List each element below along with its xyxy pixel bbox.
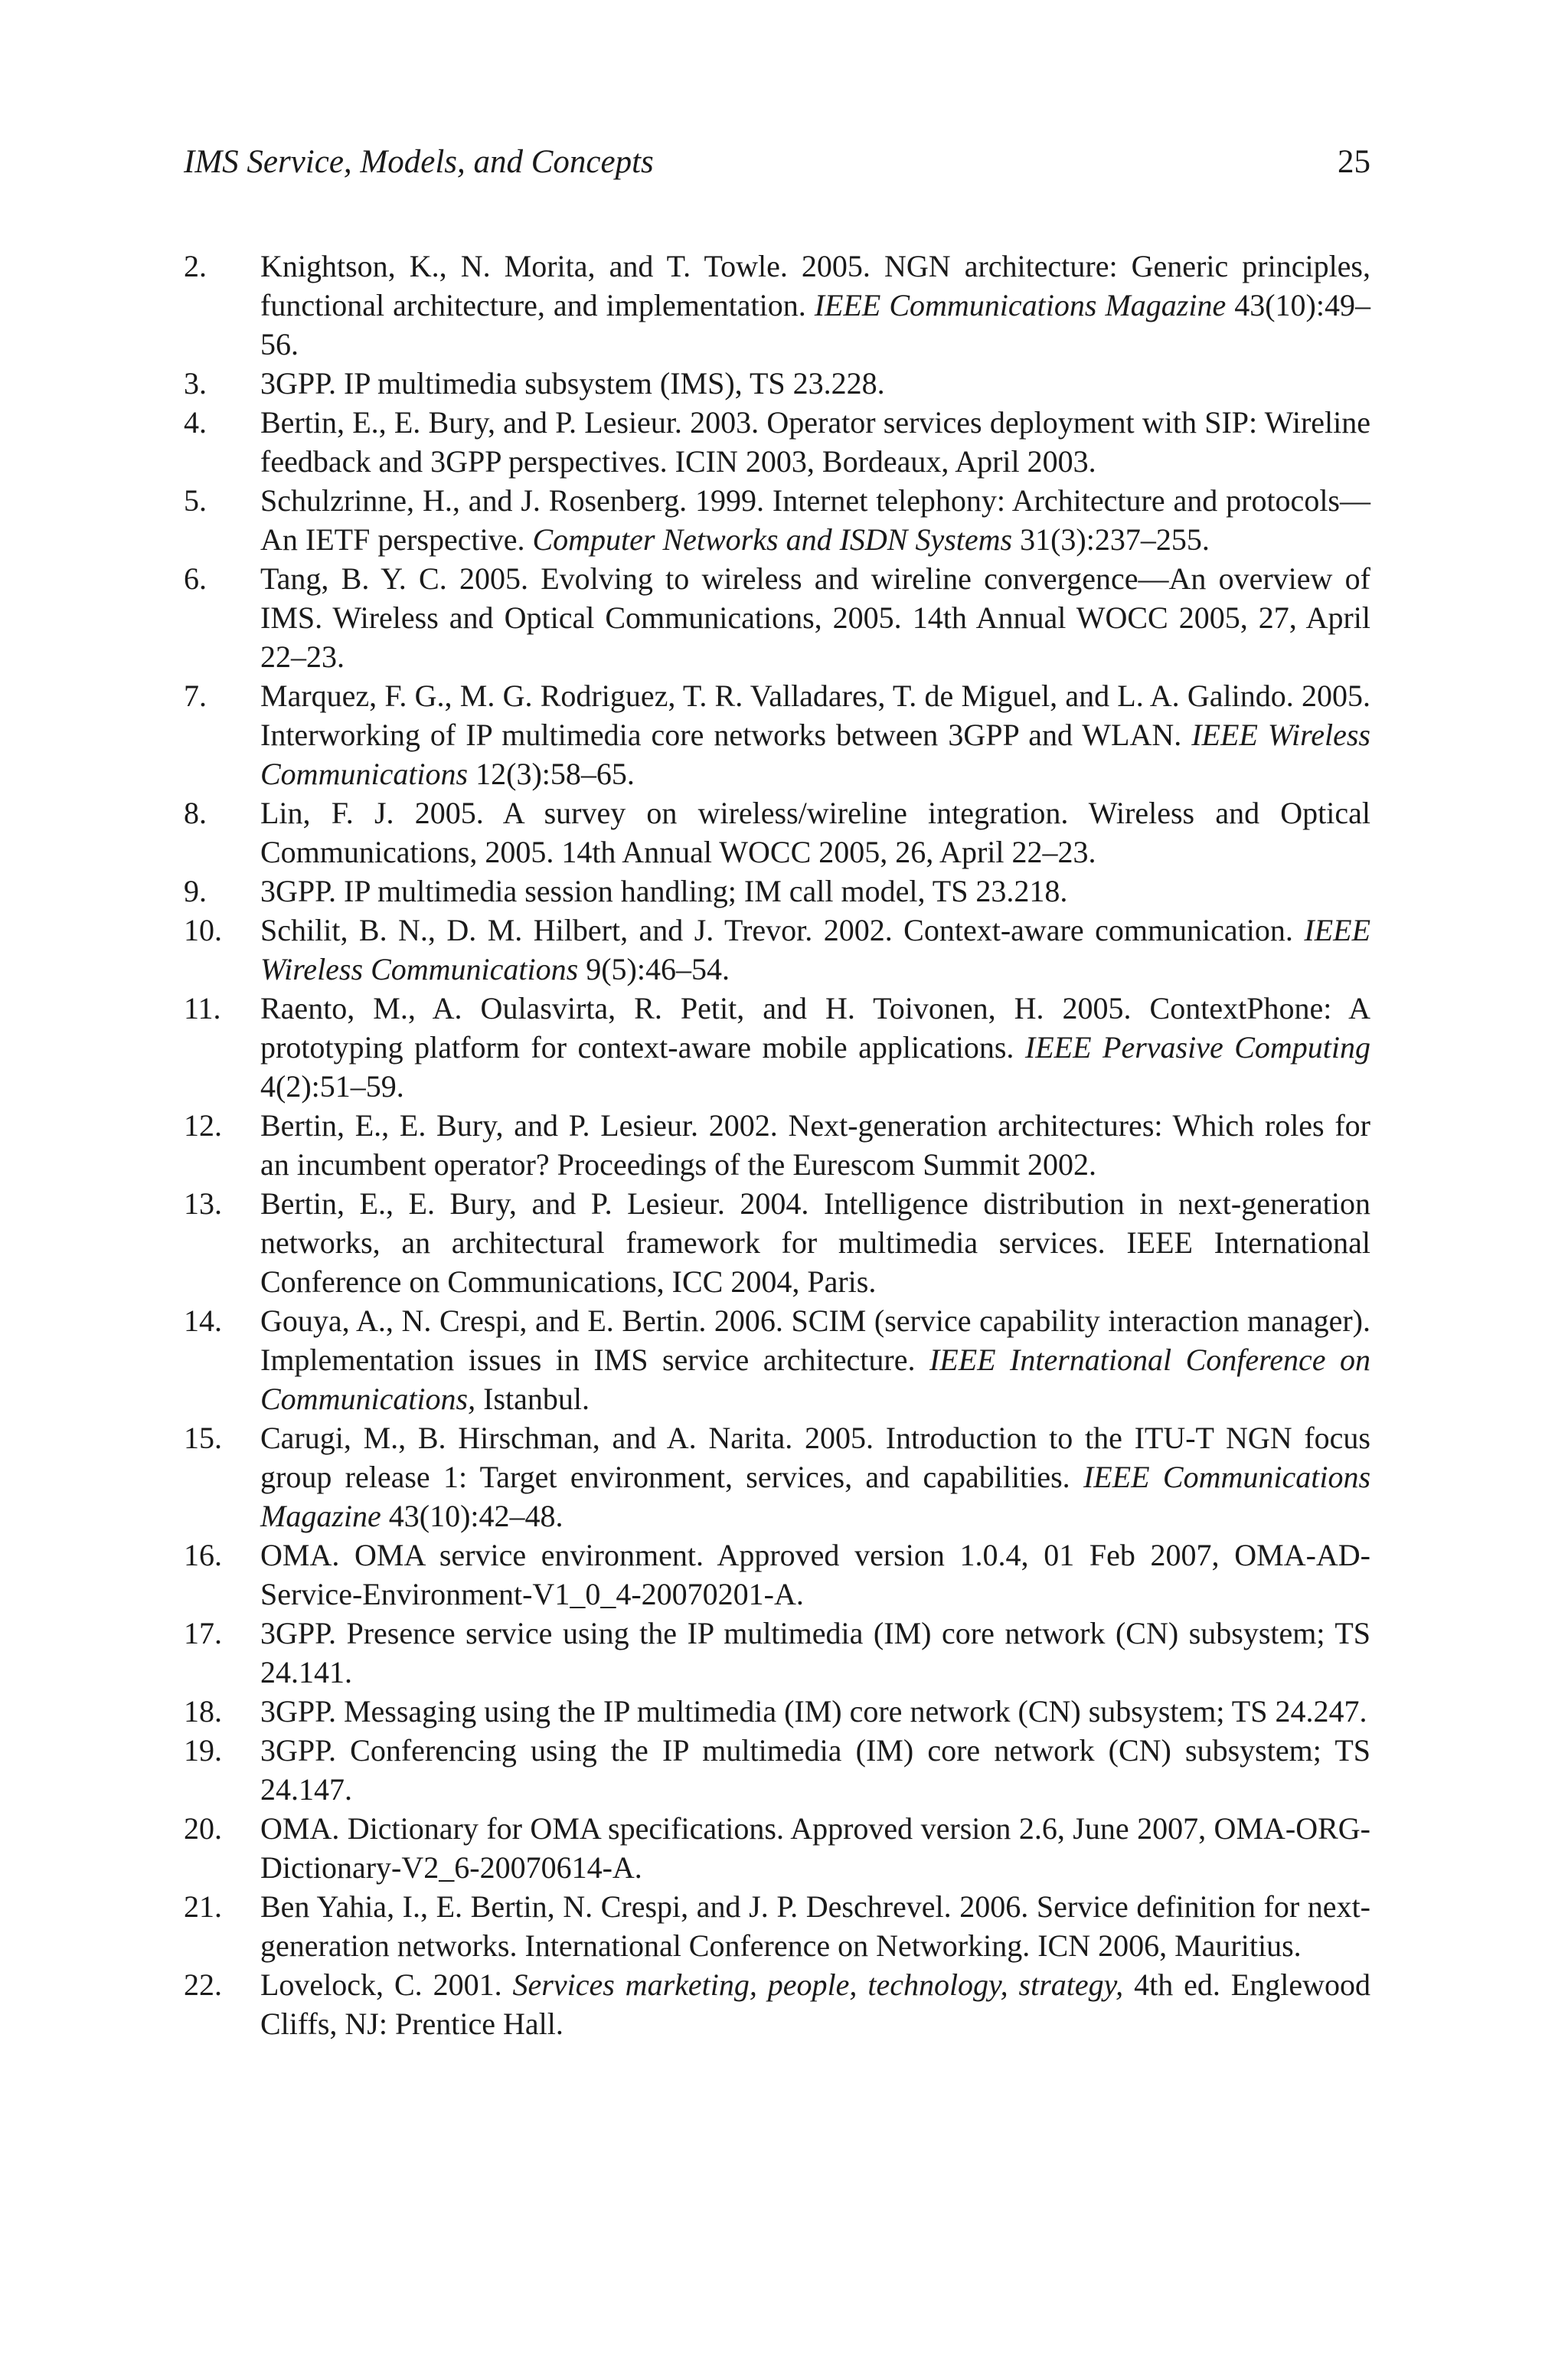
reference-text-segment: Schilit, B. N., D. M. Hilbert, and J. Trevor. 2002. Context-aware communication. [260,913,1305,947]
reference-text-segment: 31(3):237–255. [1012,522,1210,557]
reference-text [260,913,1370,986]
reference-item [184,559,1370,676]
reference-item [184,1418,1370,1536]
reference-text [260,405,1370,479]
reference-number: 21. [184,1889,222,1924]
reference-number: 5. [184,483,207,518]
reference-number: 9. [184,874,207,908]
reference-item [184,1965,1370,2043]
reference-number: 22. [184,1967,222,2002]
reference-text [260,561,1370,674]
reference-text [260,1967,1370,2041]
reference-text-segment: Tang, B. Y. C. 2005. Evolving to wireless and wireline convergence—An overview of IMS. Wireless and Optical Communications, 2005. 14th Annual WOCC 2005, 27, April 22–23. [260,561,1370,674]
reference-text [260,1811,1370,1885]
reference-text [260,483,1370,557]
reference-text-segment: Carugi, M., B. Hirschman, and A. Narita. 2005. Introduction to the ITU-T NGN focus group release 1: Target environment, services, and capabilities. [260,1421,1370,1494]
reference-item [184,1731,1370,1809]
reference-source-title: IEEE Wireless Communications [260,913,1370,986]
reference-text [260,1889,1370,1963]
reference-text [260,796,1370,869]
reference-text-segment: 12(3):58–65. [468,757,635,791]
page-number: 25 [1338,144,1370,180]
reference-text-segment: 3GPP. IP multimedia subsystem (IMS), TS 23.228. [260,366,885,401]
reference-text [260,1186,1370,1299]
reference-text [260,679,1370,791]
reference-item [184,1536,1370,1614]
reference-number: 7. [184,679,207,713]
reference-text-segment: Bertin, E., E. Bury, and P. Lesieur. 2003. Operator services deployment with SIP: Wireline feedback and 3GPP perspectives. ICIN 2003, Bordeaux, April 2003. [260,405,1370,479]
reference-number: 18. [184,1694,222,1729]
reference-source-title: IEEE Pervasive Computing [1024,1030,1371,1065]
reference-number: 19. [184,1733,222,1768]
reference-text-segment: Istanbul. [475,1382,590,1416]
reference-text-segment: 4(2):51–59. [260,1069,404,1104]
reference-item [184,911,1370,989]
reference-text [260,991,1370,1104]
reference-text-segment: Raento, M., A. Oulasvirta, R. Petit, and H. Toivonen, H. 2005. ContextPhone: A prototyping platform for context-aware mobile applications. [260,991,1370,1065]
reference-item [184,481,1370,559]
reference-number: 3. [184,366,207,401]
reference-text [260,1108,1370,1182]
reference-list [184,247,1370,2043]
reference-text-segment: Ben Yahia, I., E. Bertin, N. Crespi, and J. P. Deschrevel. 2006. Service definition for next-generation networks. International Conference on Networking. ICN 2006, Mauritius. [260,1889,1370,1963]
reference-source-title: IEEE Communications Magazine [814,288,1227,322]
reference-text [260,1303,1370,1416]
reference-text-segment: Schulzrinne, H., and J. Rosenberg. 1999. Internet telephony: Architecture and protocols—An IETF perspective. [260,483,1370,557]
reference-text-segment: Bertin, E., E. Bury, and P. Lesieur. 2002. Next-generation architectures: Which roles for an incumbent operator? Proceedings of the Eurescom Summit 2002. [260,1108,1370,1182]
reference-number: 4. [184,405,207,440]
reference-text-segment: 43(10):49–56. [260,288,1370,361]
reference-source-title: IEEE Communications Magazine [260,1460,1371,1533]
reference-number: 13. [184,1186,222,1221]
reference-number: 14. [184,1303,222,1338]
reference-text-segment: Knightson, K., N. Morita, and T. Towle. 2005. NGN architecture: Generic principles, functional architecture, and implementation. [260,249,1370,322]
reference-number: 2. [184,249,207,283]
reference-text-segment: 3GPP. IP multimedia session handling; IM call model, TS 23.218. [260,874,1068,908]
reference-item [184,1887,1370,1965]
reference-text-segment: 3GPP. Conferencing using the IP multimedia (IM) core network (CN) subsystem; TS 24.147. [260,1733,1370,1807]
reference-item [184,403,1370,481]
reference-text [260,1694,1367,1729]
reference-text [260,249,1370,361]
reference-text-segment: Bertin, E., E. Bury, and P. Lesieur. 2004. Intelligence distribution in next-generation networks, an architectural framework for multimedia services. IEEE International Conference on Communications, ICC 2004, Paris. [260,1186,1370,1299]
reference-text-segment: 4th ed. Englewood Cliffs, NJ: Prentice Hall. [260,1967,1370,2041]
reference-number: 15. [184,1421,222,1455]
reference-source-title: Services marketing, people, technology, strategy, [512,1967,1124,2002]
reference-source-title: IEEE Wireless Communications [260,718,1370,791]
reference-number: 6. [184,561,207,596]
reference-item [184,989,1370,1106]
reference-text [260,366,885,401]
reference-item [184,364,1370,403]
reference-text-segment: 43(10):42–48. [381,1499,564,1533]
reference-text-segment: Gouya, A., N. Crespi, and E. Bertin. 2006. SCIM (service capability interaction manager). Implementation issues in IMS service architecture. [260,1303,1370,1377]
reference-number: 20. [184,1811,222,1846]
reference-text [260,1733,1370,1807]
running-title: IMS Service, Models, and Concepts [184,144,654,180]
reference-number: 12. [184,1108,222,1143]
reference-number: 10. [184,913,222,947]
reference-item [184,793,1370,872]
reference-item [184,1106,1370,1184]
reference-source-title: IEEE International Conference on Communications, [260,1343,1370,1416]
reference-number: 8. [184,796,207,830]
running-header [184,139,1370,193]
reference-source-title: Computer Networks and ISDN Systems [532,522,1013,557]
reference-text [260,874,1067,908]
reference-text-segment: 3GPP. Presence service using the IP multimedia (IM) core network (CN) subsystem; TS 24.141. [260,1616,1370,1689]
reference-text-segment: 9(5):46–54. [578,952,730,986]
reference-item [184,247,1370,364]
reference-number: 17. [184,1616,222,1650]
reference-item [184,1692,1370,1731]
reference-text-segment: Marquez, F. G., M. G. Rodriguez, T. R. Valladares, T. de Miguel, and L. A. Galindo. 2005. Interworking of IP multimedia core networks between 3GPP and WLAN. [260,679,1370,752]
reference-item [184,1184,1370,1301]
reference-number: 11. [184,991,221,1025]
reference-number: 16. [184,1538,222,1572]
reference-text-segment: Lin, F. J. 2005. A survey on wireless/wireline integration. Wireless and Optical Communications, 2005. 14th Annual WOCC 2005, 26, April 22–23. [260,796,1370,869]
reference-text [260,1421,1370,1533]
reference-item [184,1809,1370,1887]
reference-text [260,1538,1370,1611]
reference-item [184,1614,1370,1692]
reference-text-segment: Lovelock, C. 2001. [260,1967,513,2002]
reference-text-segment: 3GPP. Messaging using the IP multimedia (IM) core network (CN) subsystem; TS 24.247. [260,1694,1367,1729]
reference-item [184,872,1370,911]
reference-text [260,1616,1370,1689]
reference-item [184,676,1370,793]
reference-text-segment: OMA. OMA service environment. Approved version 1.0.4, 01 Feb 2007, OMA-AD-Service-Environment-V1_0_4-20070201-A. [260,1538,1370,1611]
reference-text-segment: OMA. Dictionary for OMA specifications. Approved version 2.6, June 2007, OMA-ORG-Dictionary-V2_6-20070614-A. [260,1811,1370,1885]
reference-item [184,1301,1370,1418]
